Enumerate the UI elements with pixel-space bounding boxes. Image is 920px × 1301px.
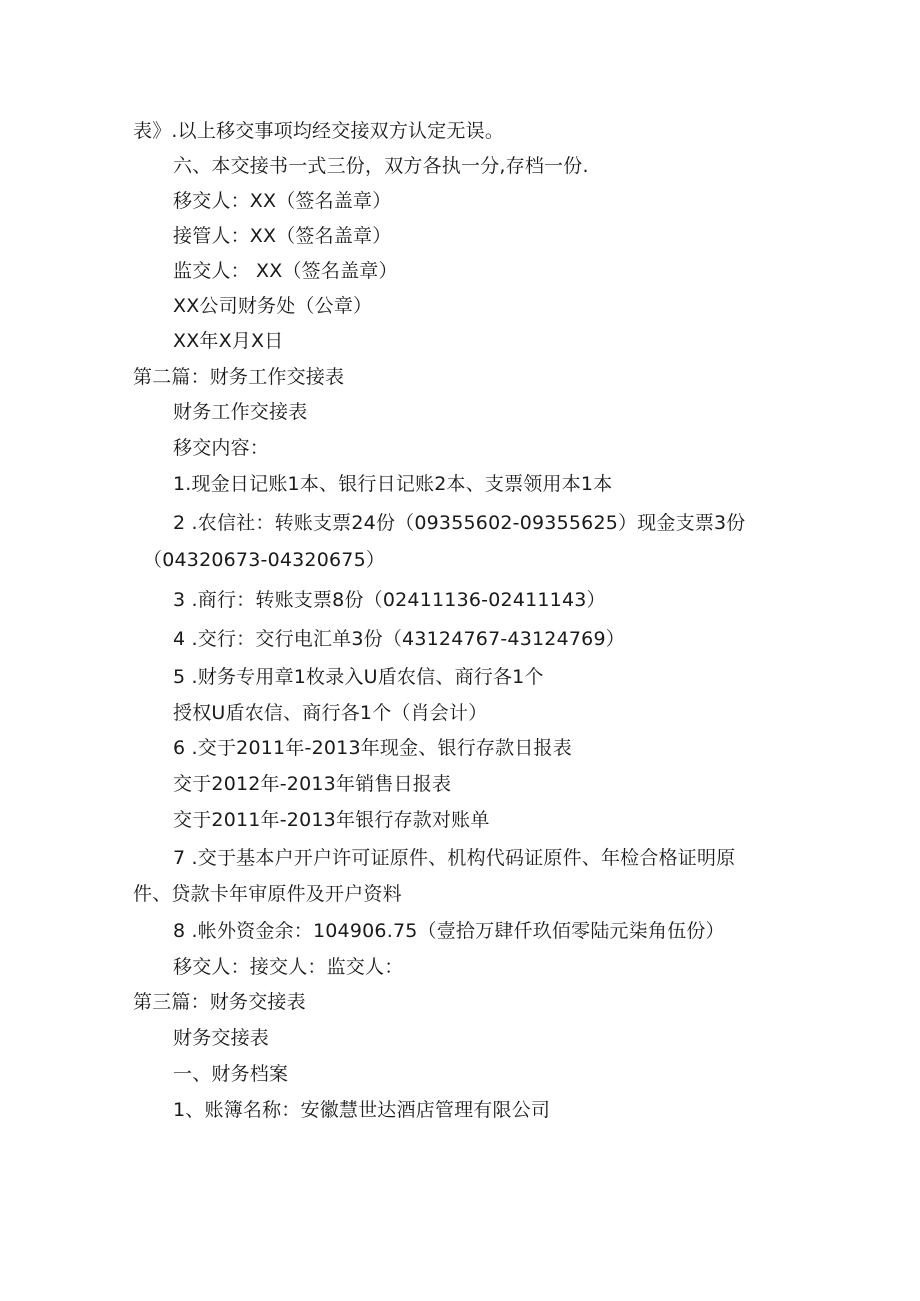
text-line: 交于2012年-2013年销售日报表 [173, 773, 452, 795]
text-line: 移交人：XX（签名盖章） [173, 190, 392, 212]
text-line: 授权U盾农信、商行各1个（肖会计） [173, 702, 488, 724]
list-item: 2 .农信社：转账支票24份（09355602-09355625）现金支票3份 [173, 512, 746, 534]
text-line: 表》.以上移交事项均经交接双方认定无误。 [133, 120, 505, 142]
list-item: 8 .帐外资金余：104906.75（壹拾万肆仟玖佰零陆元柒角伍份） [173, 920, 725, 942]
list-item: 4 .交行：交行电汇单3份（43124767-43124769） [173, 628, 625, 650]
list-item: 1、账簿名称：安徽慧世达酒店管理有限公司 [173, 1099, 551, 1121]
text-line: 六、本交接书一式三份，双方各执一分,存档一份. [173, 155, 589, 177]
text-line: 财务交接表 [173, 1027, 270, 1049]
section-heading: 第三篇：财务交接表 [133, 991, 306, 1013]
text-line: 移交内容： [173, 437, 270, 459]
section-heading: 第二篇：财务工作交接表 [133, 366, 345, 388]
text-line: （04320673-04320675） [143, 549, 386, 571]
list-item: 7 .交于基本户开户许可证原件、机构代码证原件、年检合格证明原 [173, 847, 736, 869]
text-line: 交于2011年-2013年银行存款对账单 [173, 809, 490, 831]
list-item: 3 .商行：转账支票8份（02411136-02411143） [173, 589, 606, 611]
text-line: 移交人：接交人：监交人： [173, 956, 404, 978]
text-line: 接管人：XX（签名盖章） [173, 225, 392, 247]
text-line: 一、财务档案 [173, 1063, 289, 1085]
text-line: 件、贷款卡年审原件及开户资料 [133, 883, 402, 905]
list-item: 6 .交于2011年-2013年现金、银行存款日报表 [173, 737, 572, 759]
list-item: 5 .财务专用章1枚录入U盾农信、商行各1个 [173, 666, 544, 688]
text-line: XX公司财务处（公章） [173, 295, 373, 317]
text-line: 监交人： XX（签名盖章） [173, 260, 398, 282]
list-item: 1.现金日记账1本、银行日记账2本、支票领用本1本 [173, 473, 613, 495]
text-line: XX年X月X日 [173, 330, 284, 352]
text-line: 财务工作交接表 [173, 401, 308, 423]
